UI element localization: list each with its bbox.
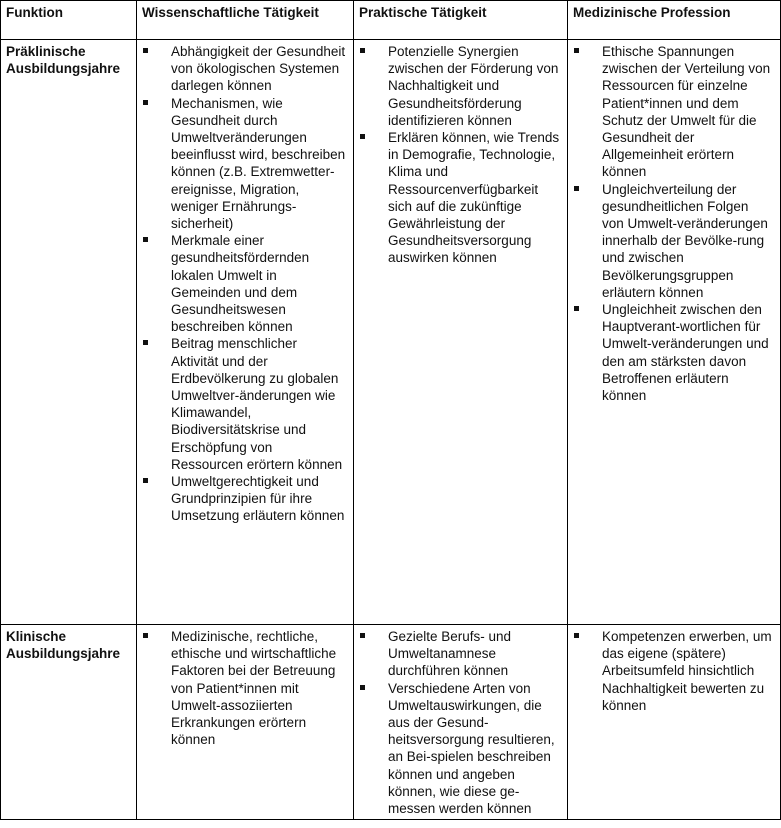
header-medizinische-profession: Medizinische Profession [568, 1, 781, 40]
list-item: Gezielte Berufs- und Umweltanamnese durchführen können [359, 628, 562, 680]
bullet-list [142, 628, 348, 748]
list-item: Merkmale einer gesundheitsfördernden lokalen Umwelt in Gemeinden und dem Gesundheitswesen beschreiben können [142, 232, 348, 335]
bullet-list [573, 43, 775, 404]
cell-praeklinisch-wissenschaftlich [137, 40, 354, 625]
list-item: Ungleichheit zwischen den Hauptverant-wortlichen für Umwelt-veränderungen und den am stärksten davon Betroffenen erläutern können [573, 301, 775, 404]
bullet-list [573, 628, 775, 714]
bullet-list [359, 43, 562, 267]
list-item: Abhängigkeit der Gesundheit von ökologischen Systemen darlegen können [142, 43, 348, 95]
cell-praeklinisch-profession [568, 40, 781, 625]
bullet-list [142, 43, 348, 525]
header-funktion: Funktion [1, 1, 137, 40]
list-item: Erklären können, wie Trends in Demografie, Technologie, Klima und Ressourcenverfügbarkeit sich auf die zukünftige Gewährleistung der Gesundheitsversorgung auswirken können [359, 129, 562, 267]
table-row-klinisch [1, 625, 781, 820]
list-item: Medizinische, rechtliche, ethische und wirtschaftliche Faktoren bei der Betreuung von Patient*innen mit Umwelt-assoziierten Erkrankungen erörtern können [142, 628, 348, 748]
bullet-list [359, 628, 562, 817]
cell-praeklinisch-praktisch [354, 40, 568, 625]
header-row [1, 1, 781, 40]
row-label-klinisch: Klinische Ausbildungsjahre [1, 625, 137, 820]
list-item: Kompetenzen erwerben, um das eigene (spätere) Arbeitsumfeld hinsichtlich Nachhaltigkeit bewerten zu können [573, 628, 775, 714]
header-wissenschaftliche-taetigkeit: Wissenschaftliche Tätigkeit [137, 1, 354, 40]
table-row-praeklinisch [1, 40, 781, 625]
list-item: Ungleichverteilung der gesundheitlichen Folgen von Umwelt-veränderungen innerhalb der Bevölke-rung und zwischen Bevölkerungsgruppen erläutern können [573, 181, 775, 301]
cell-klinisch-wissenschaftlich [137, 625, 354, 820]
cell-klinisch-profession [568, 625, 781, 820]
list-item: Mechanismen, wie Gesundheit durch Umweltveränderungen beeinflusst wird, beschreiben können (z.B. Extremwetter-ereignisse, Migration, weniger Ernährungs-sicherheit) [142, 95, 348, 233]
list-item: Ethische Spannungen zwischen der Verteilung von Ressourcen für einzelne Patient*innen und dem Schutz der Umwelt für die Gesundheit der Allgemeinheit erörtern können [573, 43, 775, 181]
row-label-praeklinisch: Präklinische Ausbildungsjahre [1, 40, 137, 625]
list-item: Umweltgerechtigkeit und Grundprinzipien für ihre Umsetzung erläutern können [142, 473, 348, 525]
list-item: Verschiedene Arten von Umweltauswirkungen, die aus der Gesund-heitsversorgung resultieren, an Bei-spielen beschreiben können und angeben können, wie diese ge-messen werden können [359, 680, 562, 818]
cell-klinisch-praktisch [354, 625, 568, 820]
list-item: Potenzielle Synergien zwischen der Förderung von Nachhaltigkeit und Gesundheitsförderung identifizieren können [359, 43, 562, 129]
list-item: Beitrag menschlicher Aktivität und der Erdbevölkerung zu globalen Umweltver-änderungen wie Klimawandel, Biodiversitätskrise und Erschöpfung von Ressourcen erörtern können [142, 335, 348, 473]
header-praktische-taetigkeit: Praktische Tätigkeit [354, 1, 568, 40]
